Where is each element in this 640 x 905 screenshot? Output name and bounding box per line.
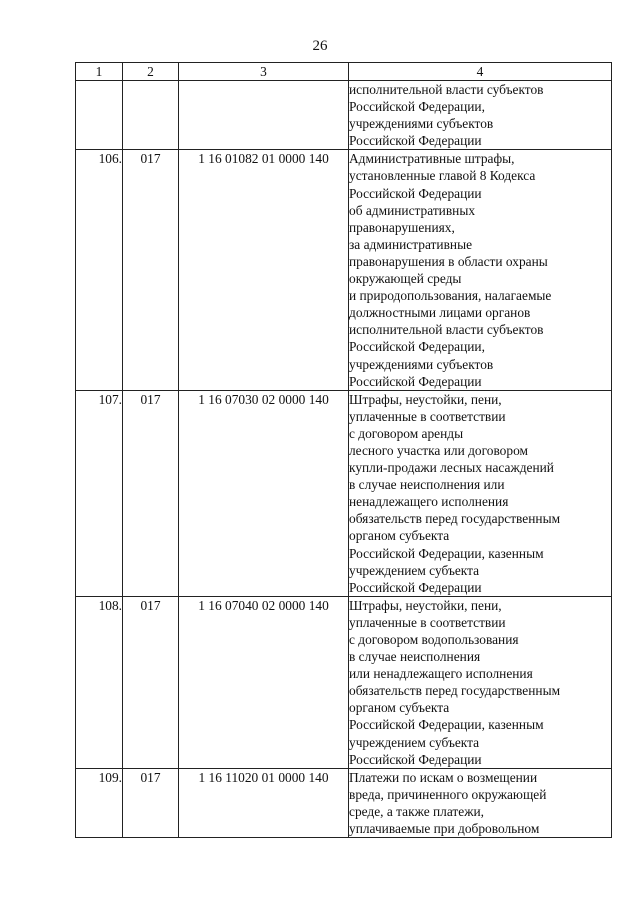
table-header-row bbox=[76, 63, 612, 81]
description-line: Российской Федерации bbox=[349, 373, 482, 389]
table-row bbox=[76, 596, 612, 768]
description-line: Штрафы, неустойки, пени, bbox=[349, 391, 502, 407]
description-line: Административные штрафы, bbox=[349, 151, 515, 167]
description-line: должностными лицами органов bbox=[349, 305, 531, 321]
admin-code-cell: 017 bbox=[123, 390, 179, 596]
table-body bbox=[76, 81, 612, 838]
description-line: обязательств перед государственным bbox=[349, 683, 561, 699]
kbk-code-cell: 1 16 07030 02 0000 140 bbox=[179, 390, 349, 596]
description-line: правонарушения в области охраны bbox=[349, 253, 548, 269]
description-line: лесного участка или договором bbox=[349, 442, 528, 458]
row-number-cell: 109. bbox=[76, 768, 123, 837]
table-row bbox=[76, 390, 612, 596]
description-line: Российской Федерации, казенным bbox=[349, 717, 544, 733]
description-line: окружающей среды bbox=[349, 271, 462, 287]
description-line: с договором водопользования bbox=[349, 632, 519, 647]
description-line: Штрафы, неустойки, пени, bbox=[349, 597, 502, 613]
row-number-cell bbox=[76, 81, 123, 150]
admin-code-cell: 017 bbox=[123, 768, 179, 837]
kbk-code-cell: 1 16 07040 02 0000 140 bbox=[179, 596, 349, 768]
kbk-code-cell bbox=[179, 81, 349, 150]
description-line: учреждением субъекта bbox=[349, 562, 480, 578]
kbk-code-cell: 1 16 01082 01 0000 140 bbox=[179, 150, 349, 390]
admin-code-cell: 017 bbox=[123, 596, 179, 768]
description-line: ненадлежащего исполнения bbox=[349, 494, 509, 510]
header-col-2: 2 bbox=[123, 63, 179, 81]
description-line: и природопользования, налагаемые bbox=[349, 288, 552, 304]
description-line: или ненадлежащего исполнения bbox=[349, 666, 533, 682]
table-row bbox=[76, 81, 612, 150]
description-cell bbox=[349, 150, 612, 390]
description-line: исполнительной власти субъектов bbox=[349, 322, 544, 338]
page-number: 26 bbox=[312, 38, 328, 54]
description-line: уплачиваемые при добровольном bbox=[349, 821, 540, 837]
description-line: вреда, причиненного окружающей bbox=[349, 786, 547, 802]
header-col-3: 3 bbox=[179, 63, 349, 81]
description-line: в случае неисполнения или bbox=[349, 477, 505, 493]
admin-code-cell bbox=[123, 81, 179, 150]
description-line: правонарушениях, bbox=[349, 219, 455, 235]
description-cell bbox=[349, 768, 612, 837]
description-line: Российской Федерации, bbox=[349, 99, 485, 115]
description-cell bbox=[349, 81, 612, 150]
description-line: обязательств перед государственным bbox=[349, 511, 561, 527]
description-line: установленные главой 8 Кодекса bbox=[349, 168, 536, 184]
description-line: с договором аренды bbox=[349, 425, 464, 441]
description-line: органом субъекта bbox=[349, 528, 450, 544]
description-line: Российской Федерации bbox=[349, 185, 482, 201]
description-line: учреждениями субъектов bbox=[349, 356, 494, 372]
table-row bbox=[76, 150, 612, 390]
admin-code-cell: 017 bbox=[123, 150, 179, 390]
description-line: купли-продажи лесных насаждений bbox=[349, 460, 554, 476]
description-line: среде, а также платежи, bbox=[349, 803, 484, 819]
description-line: уплаченные в соответствии bbox=[349, 408, 506, 424]
description-line: Российской Федерации bbox=[349, 133, 482, 149]
description-line: уплаченные в соответствии bbox=[349, 614, 506, 630]
row-number-cell: 107. bbox=[76, 390, 123, 596]
row-number-cell: 106. bbox=[76, 150, 123, 390]
header-col-4: 4 bbox=[349, 63, 612, 81]
description-line: органом субъекта bbox=[349, 700, 450, 716]
description-line: учреждениями субъектов bbox=[349, 116, 494, 132]
description-line: Российской Федерации, bbox=[349, 339, 485, 355]
description-line: учреждением субъекта bbox=[349, 734, 480, 750]
table-row bbox=[76, 768, 612, 837]
description-line: Российской Федерации, казенным bbox=[349, 545, 544, 561]
header-col-1: 1 bbox=[76, 63, 123, 81]
revenue-codes-table bbox=[75, 62, 612, 838]
kbk-code-cell: 1 16 11020 01 0000 140 bbox=[179, 768, 349, 837]
description-line: Российской Федерации bbox=[349, 579, 482, 595]
description-line: в случае неисполнения bbox=[349, 649, 481, 665]
description-line: Платежи по искам о возмещении bbox=[349, 769, 538, 785]
description-line: Российской Федерации bbox=[349, 751, 482, 767]
description-line: исполнительной власти субъектов bbox=[349, 82, 544, 97]
description-cell bbox=[349, 596, 612, 768]
description-line: за административные bbox=[349, 236, 473, 252]
description-cell bbox=[349, 390, 612, 596]
description-line: об административных bbox=[349, 202, 476, 218]
row-number-cell: 108. bbox=[76, 596, 123, 768]
